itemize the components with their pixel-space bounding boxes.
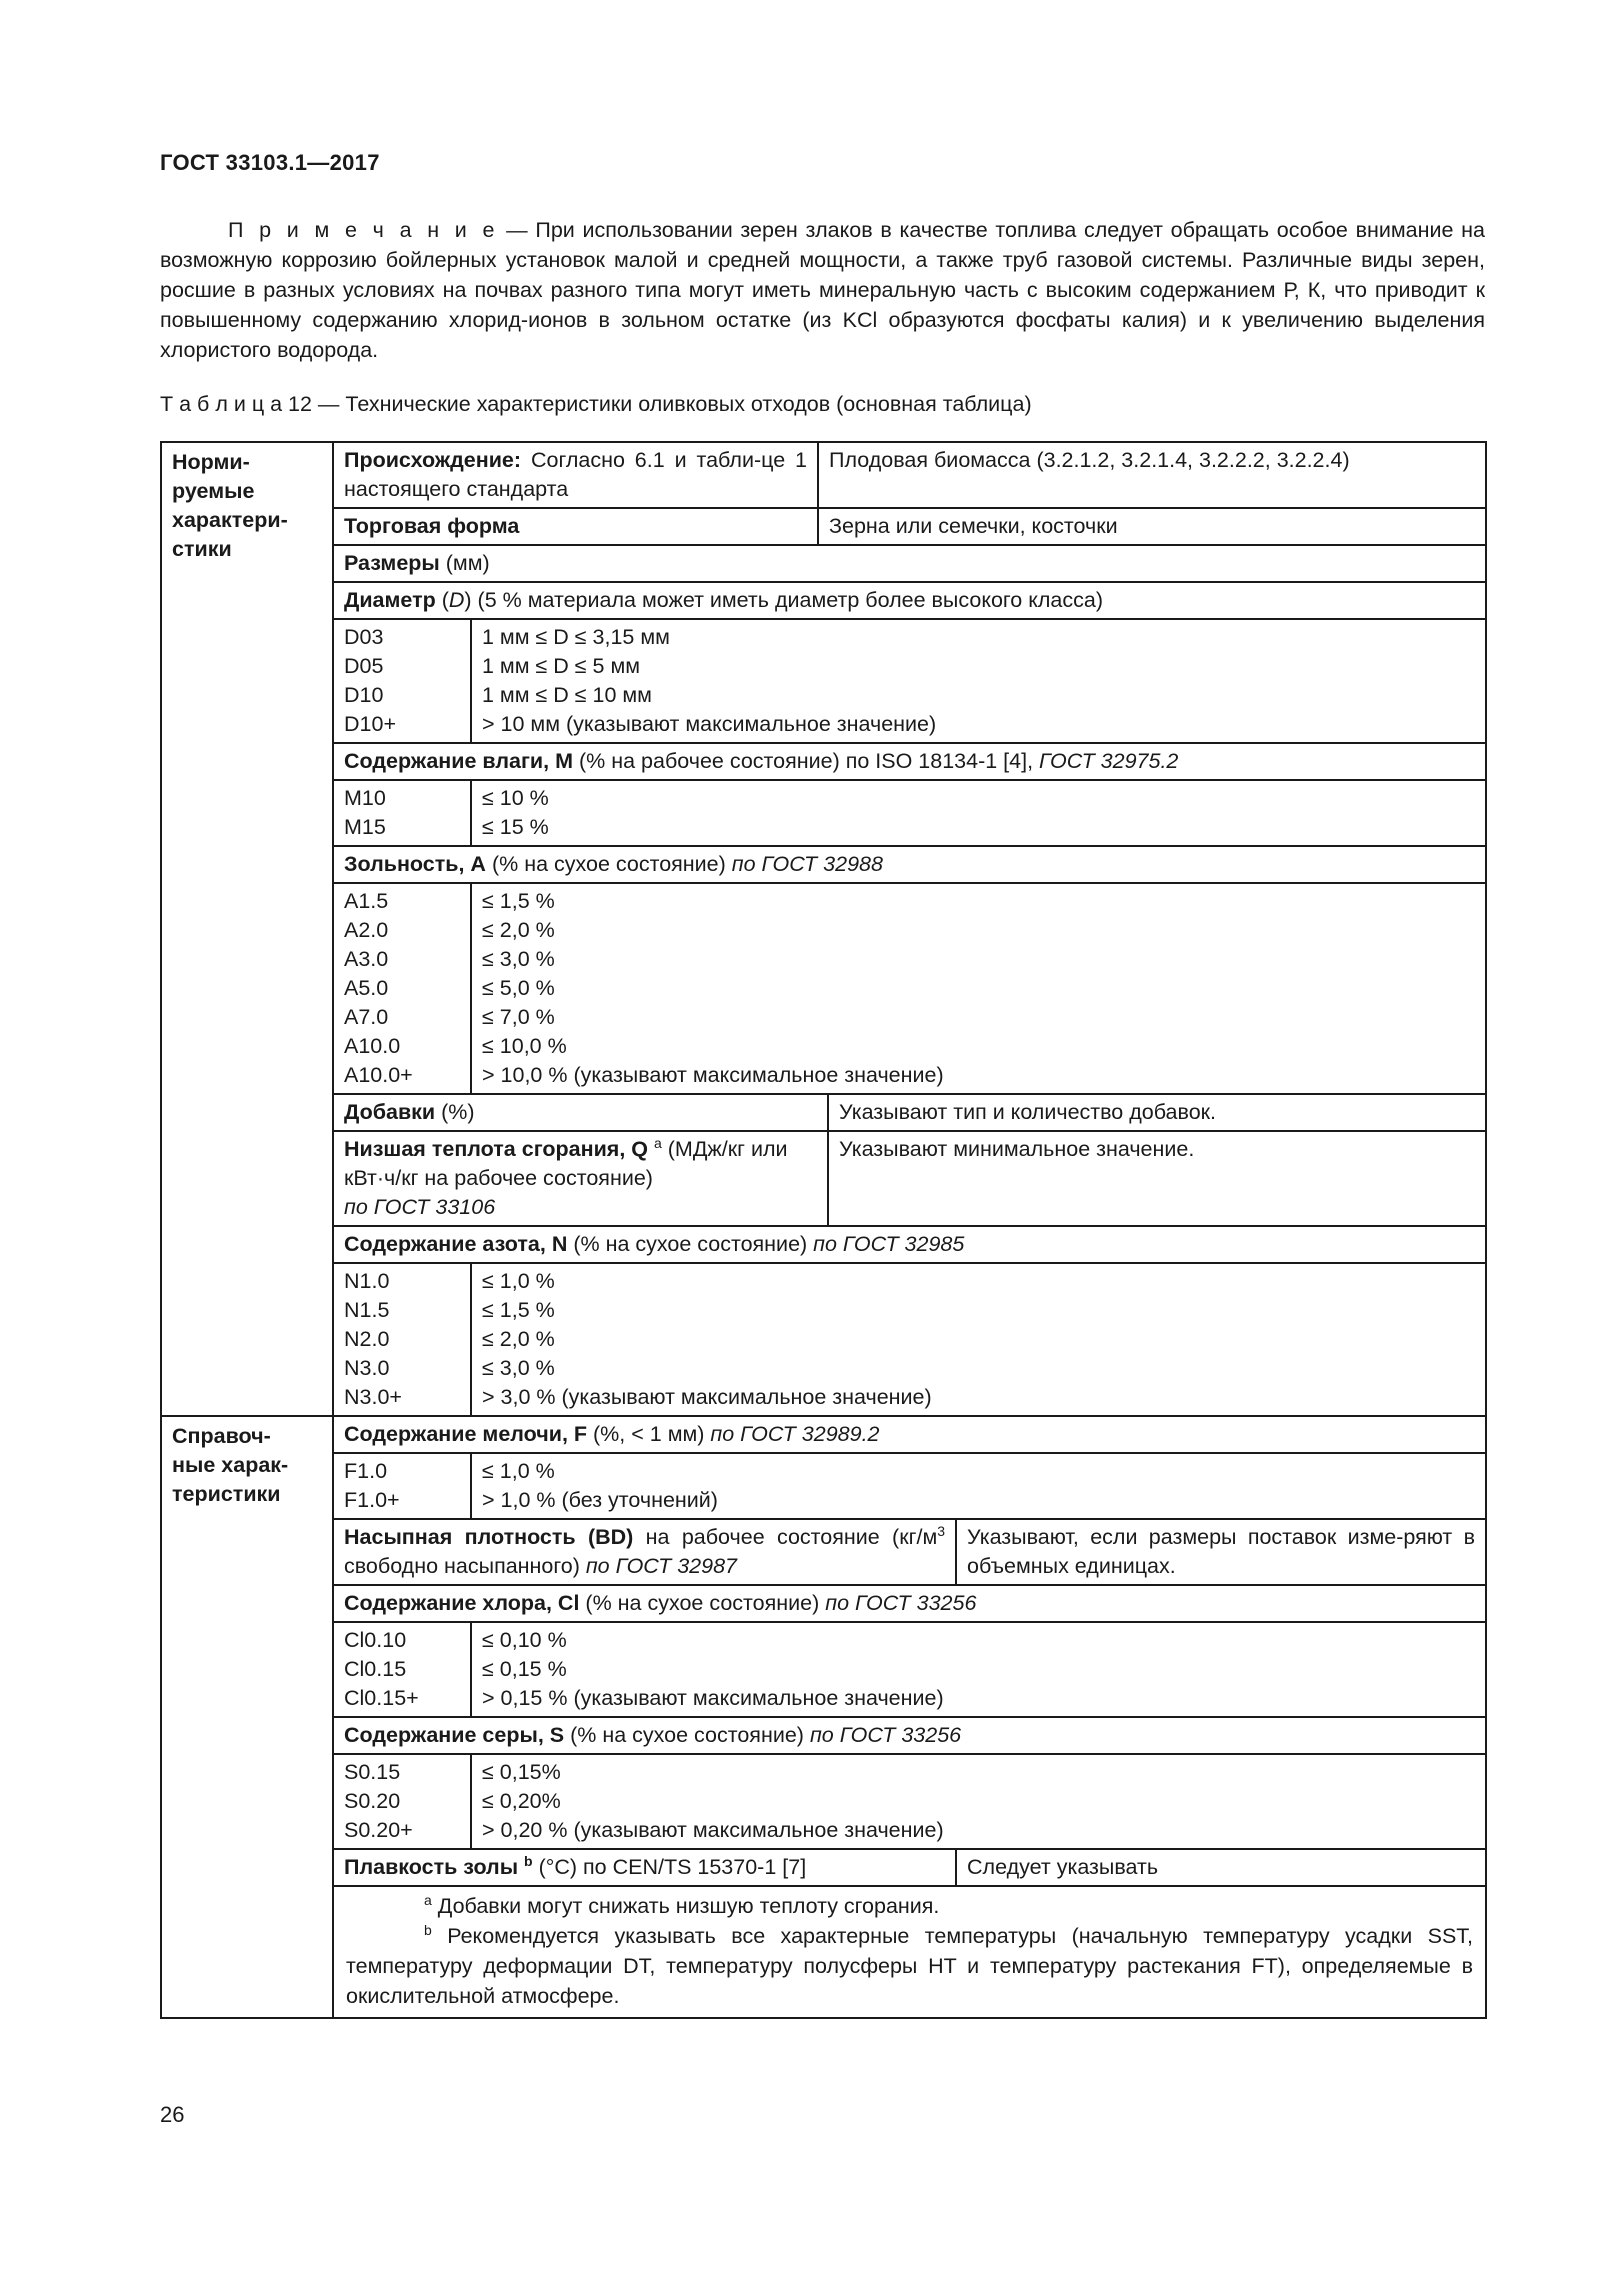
chlorine-values: [471, 1622, 1486, 1717]
table-row-nitrogen-header: [161, 1226, 1486, 1263]
footnote-text: Добавки могут снижать низшую теплоту сгорания.: [431, 1894, 940, 1918]
table-row-ash-melting: [161, 1849, 1486, 1886]
value: ≤ 7,0 %: [482, 1005, 555, 1029]
fines-text: (%, < 1 мм): [587, 1422, 711, 1446]
ash-text: (% на сухое состояние): [485, 852, 732, 876]
moisture-ref: ГОСТ 32975.2: [1039, 749, 1179, 773]
code: А1.5: [344, 889, 389, 913]
code: S0.20+: [344, 1818, 413, 1842]
value: > 3,0 % (указывают максимальное значение): [482, 1385, 932, 1409]
moisture-label: Содержание влаги, М: [344, 749, 574, 773]
calorific-ref: по ГОСТ 33106: [344, 1195, 496, 1219]
code: F1.0+: [344, 1488, 400, 1512]
sulfur-ref: по ГОСТ 33256: [809, 1723, 962, 1747]
code: N1.5: [344, 1298, 390, 1322]
bulk-density-cell: [333, 1519, 956, 1585]
moisture-header: [333, 743, 1486, 780]
fines-codes: [333, 1453, 471, 1519]
table-row-calorific: [161, 1131, 1486, 1226]
value: > 0,20 % (указывают максимальное значение): [482, 1818, 944, 1842]
bulk-density-text-a: на рабочее состояние (кг/м: [633, 1525, 938, 1549]
table-footnotes: [333, 1886, 1486, 2018]
table-row-dimensions: [161, 545, 1486, 582]
note-paragraph: [160, 215, 1485, 365]
table-row-fines-header: [161, 1416, 1486, 1453]
nitrogen-header: [333, 1226, 1486, 1263]
code: А5.0: [344, 976, 389, 1000]
code: N3.0+: [344, 1385, 402, 1409]
calorific-cell: [333, 1131, 828, 1226]
code: А3.0: [344, 947, 389, 971]
ash-melting-value: Следует указывать: [956, 1849, 1486, 1886]
value: ≤ 10,0 %: [482, 1034, 567, 1058]
diameter-text-b: ) (5 % материала может иметь диаметр более высокого класса): [464, 588, 1103, 612]
value: ≤ 1,0 %: [482, 1459, 555, 1483]
table-row-footnotes: [161, 1886, 1486, 2018]
value: ≤ 3,0 %: [482, 1356, 555, 1380]
value: ≤ 1,0 %: [482, 1269, 555, 1293]
bulk-density-value: Указывают, если размеры поставок изме-ряют в объемных единицах.: [956, 1519, 1486, 1585]
bulk-density-ref: по ГОСТ 32987: [585, 1554, 738, 1578]
origin-text: Согласно 6.1 и табли-це 1 настоящего стандарта: [344, 448, 808, 501]
value: ≤ 0,20%: [482, 1789, 561, 1813]
value: ≤ 0,15 %: [482, 1657, 567, 1681]
footnote-mark: b: [524, 1852, 533, 1869]
value: ≤ 1,5 %: [482, 1298, 555, 1322]
chlorine-ref: по ГОСТ 33256: [825, 1591, 977, 1615]
code: N2.0: [344, 1327, 390, 1351]
table-row-diameter-classes: [161, 619, 1486, 743]
code: Cl0.10: [344, 1628, 407, 1652]
table-caption: Т а б л и ц а 12 — Технические характеристики оливковых отходов (основная таблица): [160, 392, 1032, 416]
code: М15: [344, 815, 386, 839]
note-text: — При использовании зерен злаков в качестве топлива следует обращать особое внимание на возможную коррозию бойлерных установок малой и средней мощности, а также труб газовой системы. Различные виды зерен, росшие в разных условиях на почвах разного типа могут иметь минеральную часть с высоким содержанием Р, К, что приводит к повышенному содержанию хлорид-ионов в зольном остатке (из KCl образуются фосфаты калия) и к увеличению выделения хлористого водорода.: [160, 218, 1486, 362]
table-row-sulfur-classes: [161, 1754, 1486, 1849]
code: N1.0: [344, 1269, 390, 1293]
value: > 10,0 % (указывают максимальное значение): [482, 1063, 944, 1087]
calorific-value: Указывают минимальное значение.: [828, 1131, 1486, 1226]
sulfur-header: [333, 1717, 1486, 1754]
nitrogen-values: [471, 1263, 1486, 1416]
code: D10: [344, 683, 384, 707]
nitrogen-ref: по ГОСТ 32985: [813, 1232, 965, 1256]
diameter-symbol: D: [448, 588, 465, 612]
value: ≤ 2,0 %: [482, 1327, 555, 1351]
ash-label: Зольность, А: [344, 852, 486, 876]
sulfur-values: [471, 1754, 1486, 1849]
trade-form-value: Зерна или семечки, косточки: [818, 508, 1486, 545]
group-reference: Справоч- ные харак- теристики: [161, 1416, 333, 2018]
code: S0.20: [344, 1789, 401, 1813]
diameter-label: Диаметр: [344, 588, 436, 612]
chlorine-header: [333, 1585, 1486, 1622]
ash-melting-label: Плавкость золы: [344, 1855, 519, 1879]
value: ≤ 0,15%: [482, 1760, 561, 1784]
table-row-ash-header: [161, 846, 1486, 883]
page-number: 26: [160, 2102, 185, 2127]
footnote-a: [346, 1891, 1473, 1921]
table-row-bulk-density: [161, 1519, 1486, 1585]
table-row-ash-classes: [161, 883, 1486, 1094]
table-row-moisture-header: [161, 743, 1486, 780]
moisture-values: [471, 780, 1486, 846]
code: D03: [344, 625, 384, 649]
additives-unit: (%): [435, 1100, 475, 1124]
fines-header: [333, 1416, 1486, 1453]
bulk-density-label: Насыпная плотность (BD): [344, 1525, 634, 1549]
specification-table: [160, 441, 1487, 2019]
code: М10: [344, 786, 386, 810]
bulk-density-text-b: свободно насыпанного): [344, 1554, 586, 1578]
ash-values: [471, 883, 1486, 1094]
footnote-mark: a: [654, 1134, 662, 1151]
sulfur-label: Содержание серы, S: [344, 1723, 565, 1747]
table-row-moisture-classes: [161, 780, 1486, 846]
code: Cl0.15: [344, 1657, 407, 1681]
value: > 0,15 % (указывают максимальное значение): [482, 1686, 944, 1710]
moisture-codes: [333, 780, 471, 846]
dimensions-label: Размеры: [344, 551, 440, 575]
value: ≤ 15 %: [482, 815, 549, 839]
dimensions-cell: [333, 545, 1486, 582]
moisture-text: (% на рабочее состояние) по ISO 18134-1 [4],: [573, 749, 1040, 773]
trade-form-cell: [333, 508, 818, 545]
ash-ref: по ГОСТ 32988: [731, 852, 883, 876]
code: А2.0: [344, 918, 389, 942]
origin-cell: [333, 442, 818, 508]
value: ≤ 0,10 %: [482, 1628, 567, 1652]
sulfur-text: (% на сухое состояние): [564, 1723, 810, 1747]
trade-form-label: Торговая форма: [344, 514, 520, 538]
value: 1 мм ≤ D ≤ 3,15 мм: [482, 625, 670, 649]
origin-label: Происхождение:: [344, 448, 522, 472]
code: А10.0+: [344, 1063, 413, 1087]
fines-label: Содержание мелочи, F: [344, 1422, 588, 1446]
document-code: ГОСТ 33103.1—2017: [160, 150, 380, 175]
ash-codes: [333, 883, 471, 1094]
additives-value: Указывают тип и количество добавок.: [828, 1094, 1486, 1131]
group-normative: Норми- руемые характери- стики: [161, 442, 333, 1416]
fines-ref: по ГОСТ 32989.2: [710, 1422, 880, 1446]
dimensions-unit: (мм): [439, 551, 490, 575]
sulfur-codes: [333, 1754, 471, 1849]
ash-melting-text: (°С) по CEN/TS 15370-1 [7]: [532, 1855, 807, 1879]
table-row-fines-classes: [161, 1453, 1486, 1519]
chlorine-label: Содержание хлора, Cl: [344, 1591, 580, 1615]
table-row-diameter-header: [161, 582, 1486, 619]
value: ≤ 3,0 %: [482, 947, 555, 971]
code: F1.0: [344, 1459, 388, 1483]
footnote-b: [346, 1921, 1473, 2011]
fines-values: [471, 1453, 1486, 1519]
value: 1 мм ≤ D ≤ 5 мм: [482, 654, 641, 678]
superscript: 3: [937, 1522, 946, 1539]
ash-melting-cell: [333, 1849, 956, 1886]
code: А10.0: [344, 1034, 401, 1058]
table-row-sulfur-header: [161, 1717, 1486, 1754]
nitrogen-label: Содержание азота, N: [344, 1232, 568, 1256]
nitrogen-codes: [333, 1263, 471, 1416]
value: 1 мм ≤ D ≤ 10 мм: [482, 683, 652, 707]
footnote-mark: a: [424, 1891, 432, 1908]
diameter-header: [333, 582, 1486, 619]
code: А7.0: [344, 1005, 389, 1029]
table-row-trade-form: [161, 508, 1486, 545]
note-label: П р и м е ч а н и е: [228, 218, 499, 242]
diameter-codes: [333, 619, 471, 743]
table-row-chlorine-header: [161, 1585, 1486, 1622]
code: D05: [344, 654, 384, 678]
code: Cl0.15+: [344, 1686, 419, 1710]
value: ≤ 10 %: [482, 786, 549, 810]
chlorine-codes: [333, 1622, 471, 1717]
code: N3.0: [344, 1356, 390, 1380]
additives-label: Добавки: [344, 1100, 436, 1124]
value: ≤ 5,0 %: [482, 976, 555, 1000]
chlorine-text: (% на сухое состояние): [579, 1591, 826, 1615]
diameter-values: [471, 619, 1486, 743]
table-row-origin: [161, 442, 1486, 508]
footnote-mark: b: [424, 1921, 432, 1938]
code: D10+: [344, 712, 396, 736]
value: ≤ 1,5 %: [482, 889, 555, 913]
table-row-nitrogen-classes: [161, 1263, 1486, 1416]
nitrogen-text: (% на сухое состояние): [567, 1232, 814, 1256]
additives-cell: [333, 1094, 828, 1131]
origin-value: Плодовая биомасса (3.2.1.2, 3.2.1.4, 3.2.2.2, 3.2.2.4): [818, 442, 1486, 508]
value: > 1,0 % (без уточнений): [482, 1488, 718, 1512]
calorific-text: (МДж/кг или кВт·ч/кг на рабочее состояние): [344, 1137, 788, 1190]
diameter-text-a: (: [435, 588, 449, 612]
table-row-chlorine-classes: [161, 1622, 1486, 1717]
code: S0.15: [344, 1760, 401, 1784]
footnote-text: Рекомендуется указывать все характерные температуры (начальную температуру усадки SST, температуру деформации DT, температуру полусферы HT и температуру растекания FT), определяемые в окислительной атмосфере.: [346, 1924, 1474, 2008]
calorific-label: Низшая теплота сгорания, Q: [344, 1137, 649, 1161]
value: ≤ 2,0 %: [482, 918, 555, 942]
value: > 10 мм (указывают максимальное значение): [482, 712, 937, 736]
table-row-additives: [161, 1094, 1486, 1131]
ash-header: [333, 846, 1486, 883]
